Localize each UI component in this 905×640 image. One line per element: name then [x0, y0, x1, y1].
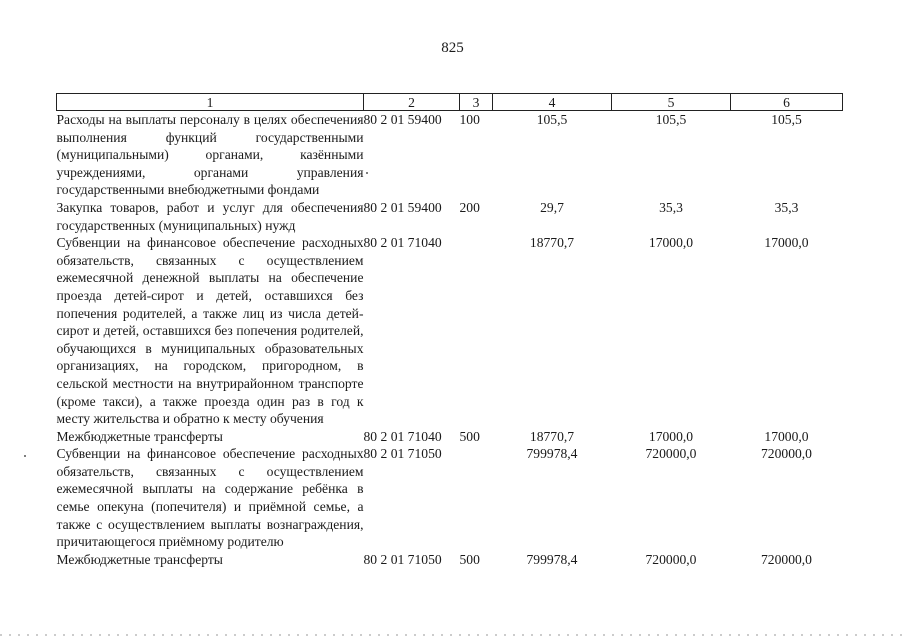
row-value-col4: 799978,4 [526, 551, 578, 567]
scan-speck [24, 455, 26, 457]
row-value-col5: 720000,0 [645, 446, 697, 462]
column-header-2: 2 [364, 94, 460, 111]
row-code: 80 2 01 71040 [363, 235, 442, 251]
row-value-col6: 105,5 [771, 112, 802, 127]
row-value-col5: 720000,0 [645, 551, 697, 567]
row-value-col6: 35,3 [774, 199, 799, 215]
row-value-col6: 17000,0 [764, 235, 809, 251]
row-expense-type: 100 [459, 112, 480, 127]
table-row [57, 445, 843, 551]
column-header-6: 6 [731, 94, 843, 111]
table-row [57, 428, 843, 446]
row-code: 80 2 01 59400 [363, 199, 442, 215]
row-value-col6: 720000,0 [761, 551, 812, 567]
row-code: 80 2 01 71050 [363, 551, 442, 567]
column-header-3: 3 [460, 94, 493, 111]
row-value-col5: 105,5 [655, 112, 687, 127]
row-expense-type [460, 234, 493, 428]
row-expense-type: 200 [459, 199, 480, 215]
row-expense-type: 500 [459, 551, 480, 567]
row-value-col6: 17000,0 [764, 428, 809, 444]
row-description: Межбюджетные трансферты [56, 551, 223, 567]
row-value-col5: 17000,0 [648, 235, 694, 251]
scan-speck [366, 172, 368, 174]
table-row [57, 234, 843, 428]
row-description: Расходы на выплаты персоналу в целях обеспечения выполнения функций государственными (муниципальными) органами, казёнными учреждениями, органами управления государственными внебюджетными фондами [56, 112, 364, 198]
row-description: Субвенции на финансовое обеспечение расходных обязательств, связанных с осуществлением ежемесячной денежной выплаты на обеспечение проезда детей-сирот и детей, оставшихся без попечения родителей, а также лиц из числа детей-сирот и детей, оставшихся без попечения родителей, обучающихся в муниципальных образовательных организациях, на городском, пригородном, в сельской местности на внутрирайонном транспорте (кроме такси), а также проезда один раз в год к месту жительства и обратно к месту обучения [56, 235, 364, 427]
page-number: 825 [441, 40, 464, 56]
row-value-col4: 29,7 [540, 199, 564, 215]
row-description: Закупка товаров, работ и услуг для обеспечения государственных (муниципальных) нужд [56, 199, 364, 233]
row-value-col4: 105,5 [536, 112, 568, 127]
table-row [57, 111, 843, 199]
row-value-col4: 18770,7 [529, 428, 575, 444]
column-header-1: 1 [57, 94, 364, 111]
row-value-col5: 35,3 [659, 199, 683, 215]
row-value-col5: 17000,0 [648, 428, 694, 444]
row-description: Субвенции на финансовое обеспечение расходных обязательств, связанных с осуществлением ежемесячной выплаты на содержание ребёнка в семье опекуна (попечителя) и приёмной семье, а также с осуществлением выплаты вознаграждения, причитающегося приёмному родителю [56, 446, 364, 550]
row-value-col4: 799978,4 [526, 446, 578, 462]
budget-table [56, 93, 843, 568]
table-header-row [57, 94, 843, 111]
table-row [57, 199, 843, 234]
column-header-5: 5 [612, 94, 731, 111]
row-expense-type [460, 445, 493, 551]
row-code: 80 2 01 59400 [363, 112, 442, 127]
row-code: 80 2 01 71040 [363, 428, 442, 444]
scan-edge-noise [0, 634, 905, 636]
table-row [57, 551, 843, 569]
row-description: Межбюджетные трансферты [56, 428, 223, 444]
row-value-col4: 18770,7 [529, 235, 575, 251]
row-expense-type: 500 [459, 428, 480, 444]
row-code: 80 2 01 71050 [363, 446, 442, 462]
row-value-col6: 720000,0 [761, 446, 812, 462]
column-header-4: 4 [493, 94, 612, 111]
